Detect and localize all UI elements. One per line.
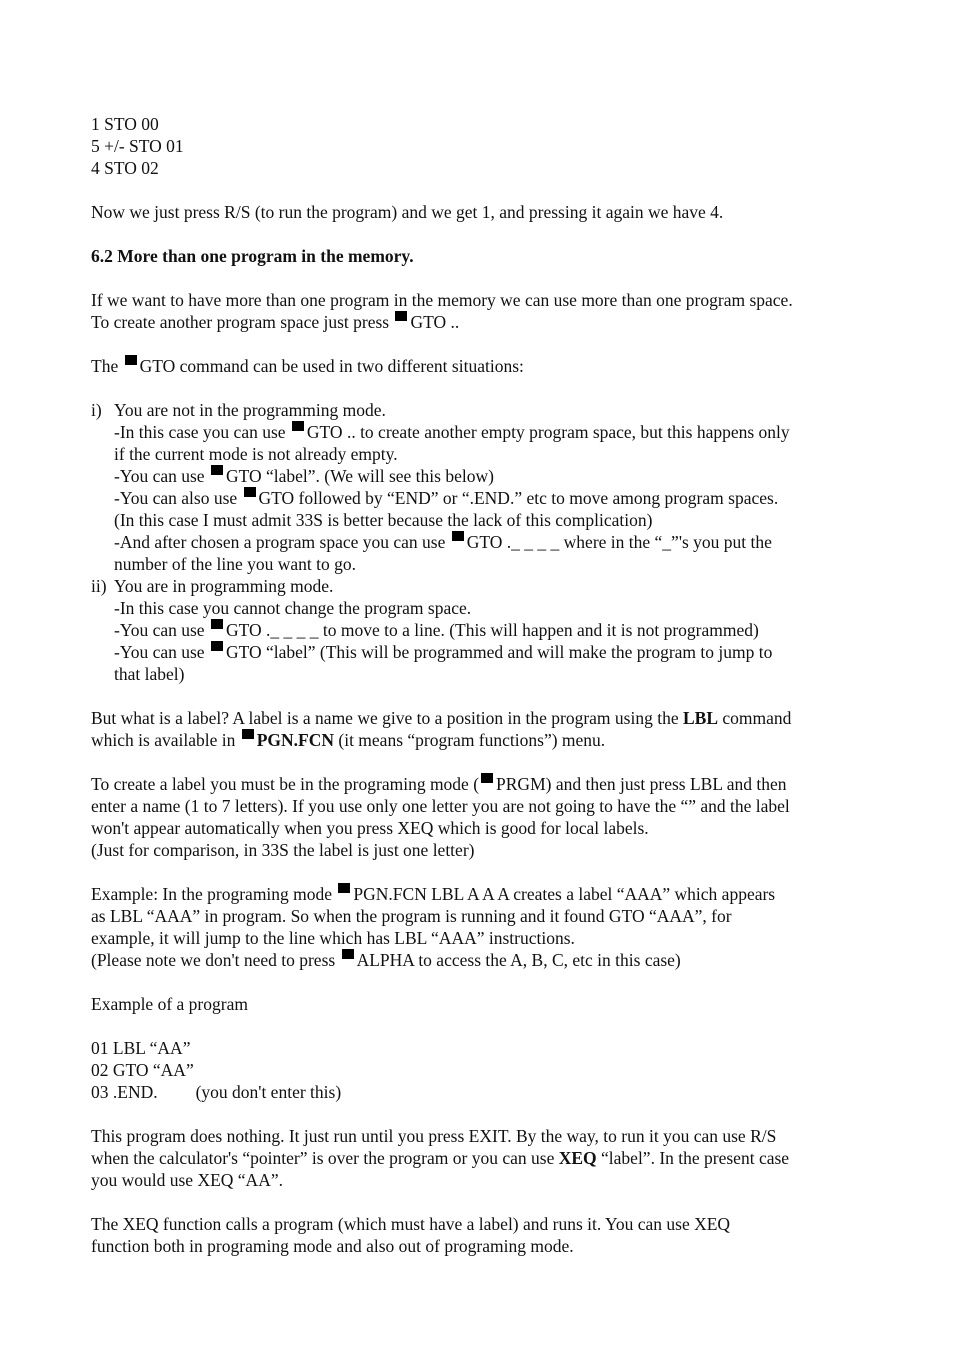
code-line: 1 STO 00 <box>91 114 159 134</box>
shift-key-icon <box>452 531 464 541</box>
shift-key-icon <box>211 619 223 629</box>
shift-key-icon <box>242 729 254 739</box>
code-line: 02 GTO “AA” <box>91 1060 194 1080</box>
code-line: 01 LBL “AA” <box>91 1038 191 1058</box>
document-page: 1 STO 00 5 +/- STO 01 4 STO 02 Now we just press R/S (to run the program) and we get 1, and pressing it again we have 4. 6.2 More than one program in the memory. If we want to have more than one program in the memory we can use more than one program space. To create another program space just press GTO .. The GTO command can be used in two different situations: i) You are not in the programming mode. -In this case you can use GTO .. to create another empty program space, but this happens only if the current mode is not already empty. -You can use GTO “label”. (We will see this below) -You can also use GTO followed by “END” or “.END.” etc to move among program spaces. (In this case I must admit 33S is better because the lack of this complication) -And after chosen a program space you can use GTO ._ _ _ _ where in the “_”'s you put the number of the line you want to go. ii) You are in programming mode. -In this case you cannot change the program space. -You can use GTO ._ _ _ _ to move to a line. (This will happen and it is not programmed) -You can use GTO “label” (This will be programmed and will make the program to jump to that label) But what is a label? A label is a name we give to a position in the program using the LBL command which is available in PGN.FCN (it means “program functions”) menu. To create a label you must be in the programing mode ( PRGM) and then just press LBL and then enter a name (1 to 7 letters). If you use only one letter you are not going to have the “” and the label won't appear automatically when you press XEQ which is good for local labels. (Just for comparison, in 33S the label is just one letter) Example: In the programing mode PGN.FCN LBL A A A creates a label “AAA” which appears as LBL “AAA” in program. So when the program is running and it found GTO “AAA”, for example, it will jump to the line which has LBL “AAA” instructions. (Please note we don't need to press ALPHA to access the A, B, C, etc in this case) Example of a program 01 LBL “AA” 02 GTO “AA” 03 .END. (you don't enter this) This program does nothing. It just run until you press EXIT. By the way, to run it you can use R/S when the calculator's “pointer” is over the program or you can use XEQ “label”. In the present case you would use XEQ “AA”. The XEQ function calls a program (which must have a label) and runs it. You can use XEQ function both in programing mode and also out of programing mode. <box>91 113 881 1257</box>
paragraph-label: But what is a label? A label is a name we give to a position in the program using the LBL command <box>91 708 792 728</box>
paragraph-gto: The GTO command can be used in two different situations: <box>91 356 524 376</box>
paragraph-more-programs: If we want to have more than one program in the memory we can use more than one program space. <box>91 290 793 310</box>
paragraph-create-label: To create a label you must be in the programing mode ( PRGM) and then just press LBL and then <box>91 774 787 794</box>
paragraph-label-2: which is available in PGN.FCN (it means “program functions”) menu. <box>91 730 606 750</box>
paragraph-xeq: The XEQ function calls a program (which must have a label) and runs it. You can use XEQ <box>91 1214 731 1234</box>
shift-key-icon <box>338 883 350 893</box>
list-item-number: i) <box>91 400 102 420</box>
paragraph-example: Example: In the programing mode PGN.FCN LBL A A A creates a label “AAA” which appears <box>91 884 776 904</box>
paragraph-example-program: Example of a program <box>91 994 248 1014</box>
list-item-number: ii) <box>91 576 107 596</box>
shift-key-icon <box>395 311 407 321</box>
paragraph-does-nothing: This program does nothing. It just run until you press EXIT. By the way, to run it you can use R/S <box>91 1126 777 1146</box>
code-line: 03 .END. (you don't enter this) <box>91 1082 342 1102</box>
list-item: i) You are not in the programming mode. -In this case you can use GTO .. to create another empty program space, but this happens only if the current mode is not already empty. -You can use GTO “label”. (We will see this below) -You can also use GTO followed by “END” or “.END.” etc to move among program spaces. (In this case I must admit 33S is better because the lack of this complication) -And after chosen a program space you can use GTO ._ _ _ _ where in the “_”'s you put the number of the line you want to go. <box>91 400 790 574</box>
shift-key-icon <box>481 773 493 783</box>
shift-key-icon <box>211 465 223 475</box>
paragraph-more-programs-2: To create another program space just press GTO .. <box>91 312 460 332</box>
shift-key-icon <box>211 641 223 651</box>
shift-key-icon <box>244 487 256 497</box>
shift-key-icon <box>342 949 354 959</box>
section-heading: 6.2 More than one program in the memory. <box>91 246 414 266</box>
code-line: 5 +/- STO 01 <box>91 136 184 156</box>
list-item: ii) You are in programming mode. -In this case you cannot change the program space. -You can use GTO ._ _ _ _ to move to a line. (This will happen and it is not programmed) -You can use GTO “label” (This will be programmed and will make the program to jump to that label) <box>91 576 773 684</box>
shift-key-icon <box>125 355 137 365</box>
paragraph-run: Now we just press R/S (to run the program) and we get 1, and pressing it again we have 4. <box>91 202 724 222</box>
shift-key-icon <box>292 421 304 431</box>
code-line: 4 STO 02 <box>91 158 159 178</box>
